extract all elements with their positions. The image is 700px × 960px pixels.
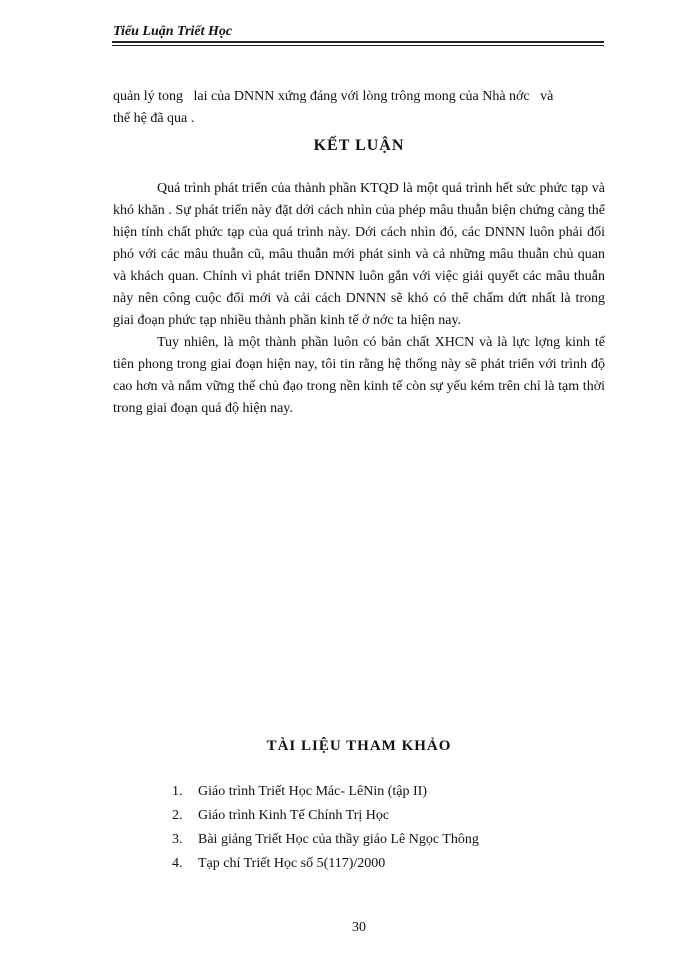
conclusion-heading: KẾT LUẬN — [313, 137, 405, 154]
reference-item — [172, 828, 479, 852]
conclusion-paragraph-1: Quá trình phát triển của thành phần KTQD là một quá trình hết sức phức tạp và khó khăn . Sự phát triển này đặt dới cách nhìn của phép mâu thuẫn biện chứng càng thể hiện tính chất phức tạp của quá trình này. Dới cách nhìn đó, các DNNN luôn phải đối phó với các mâu thuẫn cũ, mâu thuẫn mới phát sinh và cả những mâu thuẫn chủ quan và khách quan. Chính vì phát triển DNNN luôn gắn với việc giải quyết các mâu thuẫn này nên công cuộc đổi mới và cải cách DNNN sẽ khó có thể chấm dứt nhất là trong giai đoạn phức tạp nhiều thành phần kinh tế ở nớc ta hiện nay. — [113, 181, 605, 328]
reference-item — [172, 780, 479, 804]
reference-text: Tạp chí Triết Học số 5(117)/2000 — [198, 856, 386, 871]
intro-text — [113, 86, 605, 130]
reference-number: 2. — [172, 808, 183, 823]
references-heading: TÀI LIỆU THAM KHẢO — [266, 738, 452, 754]
page-number: 30 — [352, 920, 366, 935]
reference-text: Giáo trình Triết Học Mác- LêNin (tập II) — [198, 784, 427, 799]
header-rule-thin — [112, 45, 604, 46]
reference-number: 4. — [172, 856, 183, 871]
header-rule — [112, 41, 604, 43]
intro-line-2: thế hệ đã qua . — [113, 111, 195, 126]
reference-number: 1. — [172, 784, 183, 799]
reference-number: 3. — [172, 832, 183, 847]
references-list — [172, 780, 479, 876]
intro-line-1: quản lý tong lai của DNNN xứng đáng với lòng trông mong của Nhà nớc và — [113, 89, 554, 104]
conclusion-paragraph-2: Tuy nhiên, là một thành phần luôn có bản chất XHCN và là lực lợng kinh tế tiên phong trong giai đoạn hiện nay, tôi tin rằng hệ thống này sẽ phát triển với trình độ cao hơn và nắm vững thế chủ đạo trong nền kinh tế còn sự yếu kém trên chỉ là tạm thời trong giai đoạn quá độ hiện nay. — [113, 335, 605, 416]
reference-text: Bài giảng Triết Học của thầy giáo Lê Ngọc Thông — [198, 832, 479, 847]
reference-text: Giáo trình Kinh Tế Chính Trị Học — [198, 808, 390, 823]
conclusion-body — [113, 178, 605, 420]
document-header-title: Tiểu Luận Triết Học — [113, 24, 233, 39]
reference-item — [172, 804, 479, 828]
reference-item — [172, 852, 479, 876]
